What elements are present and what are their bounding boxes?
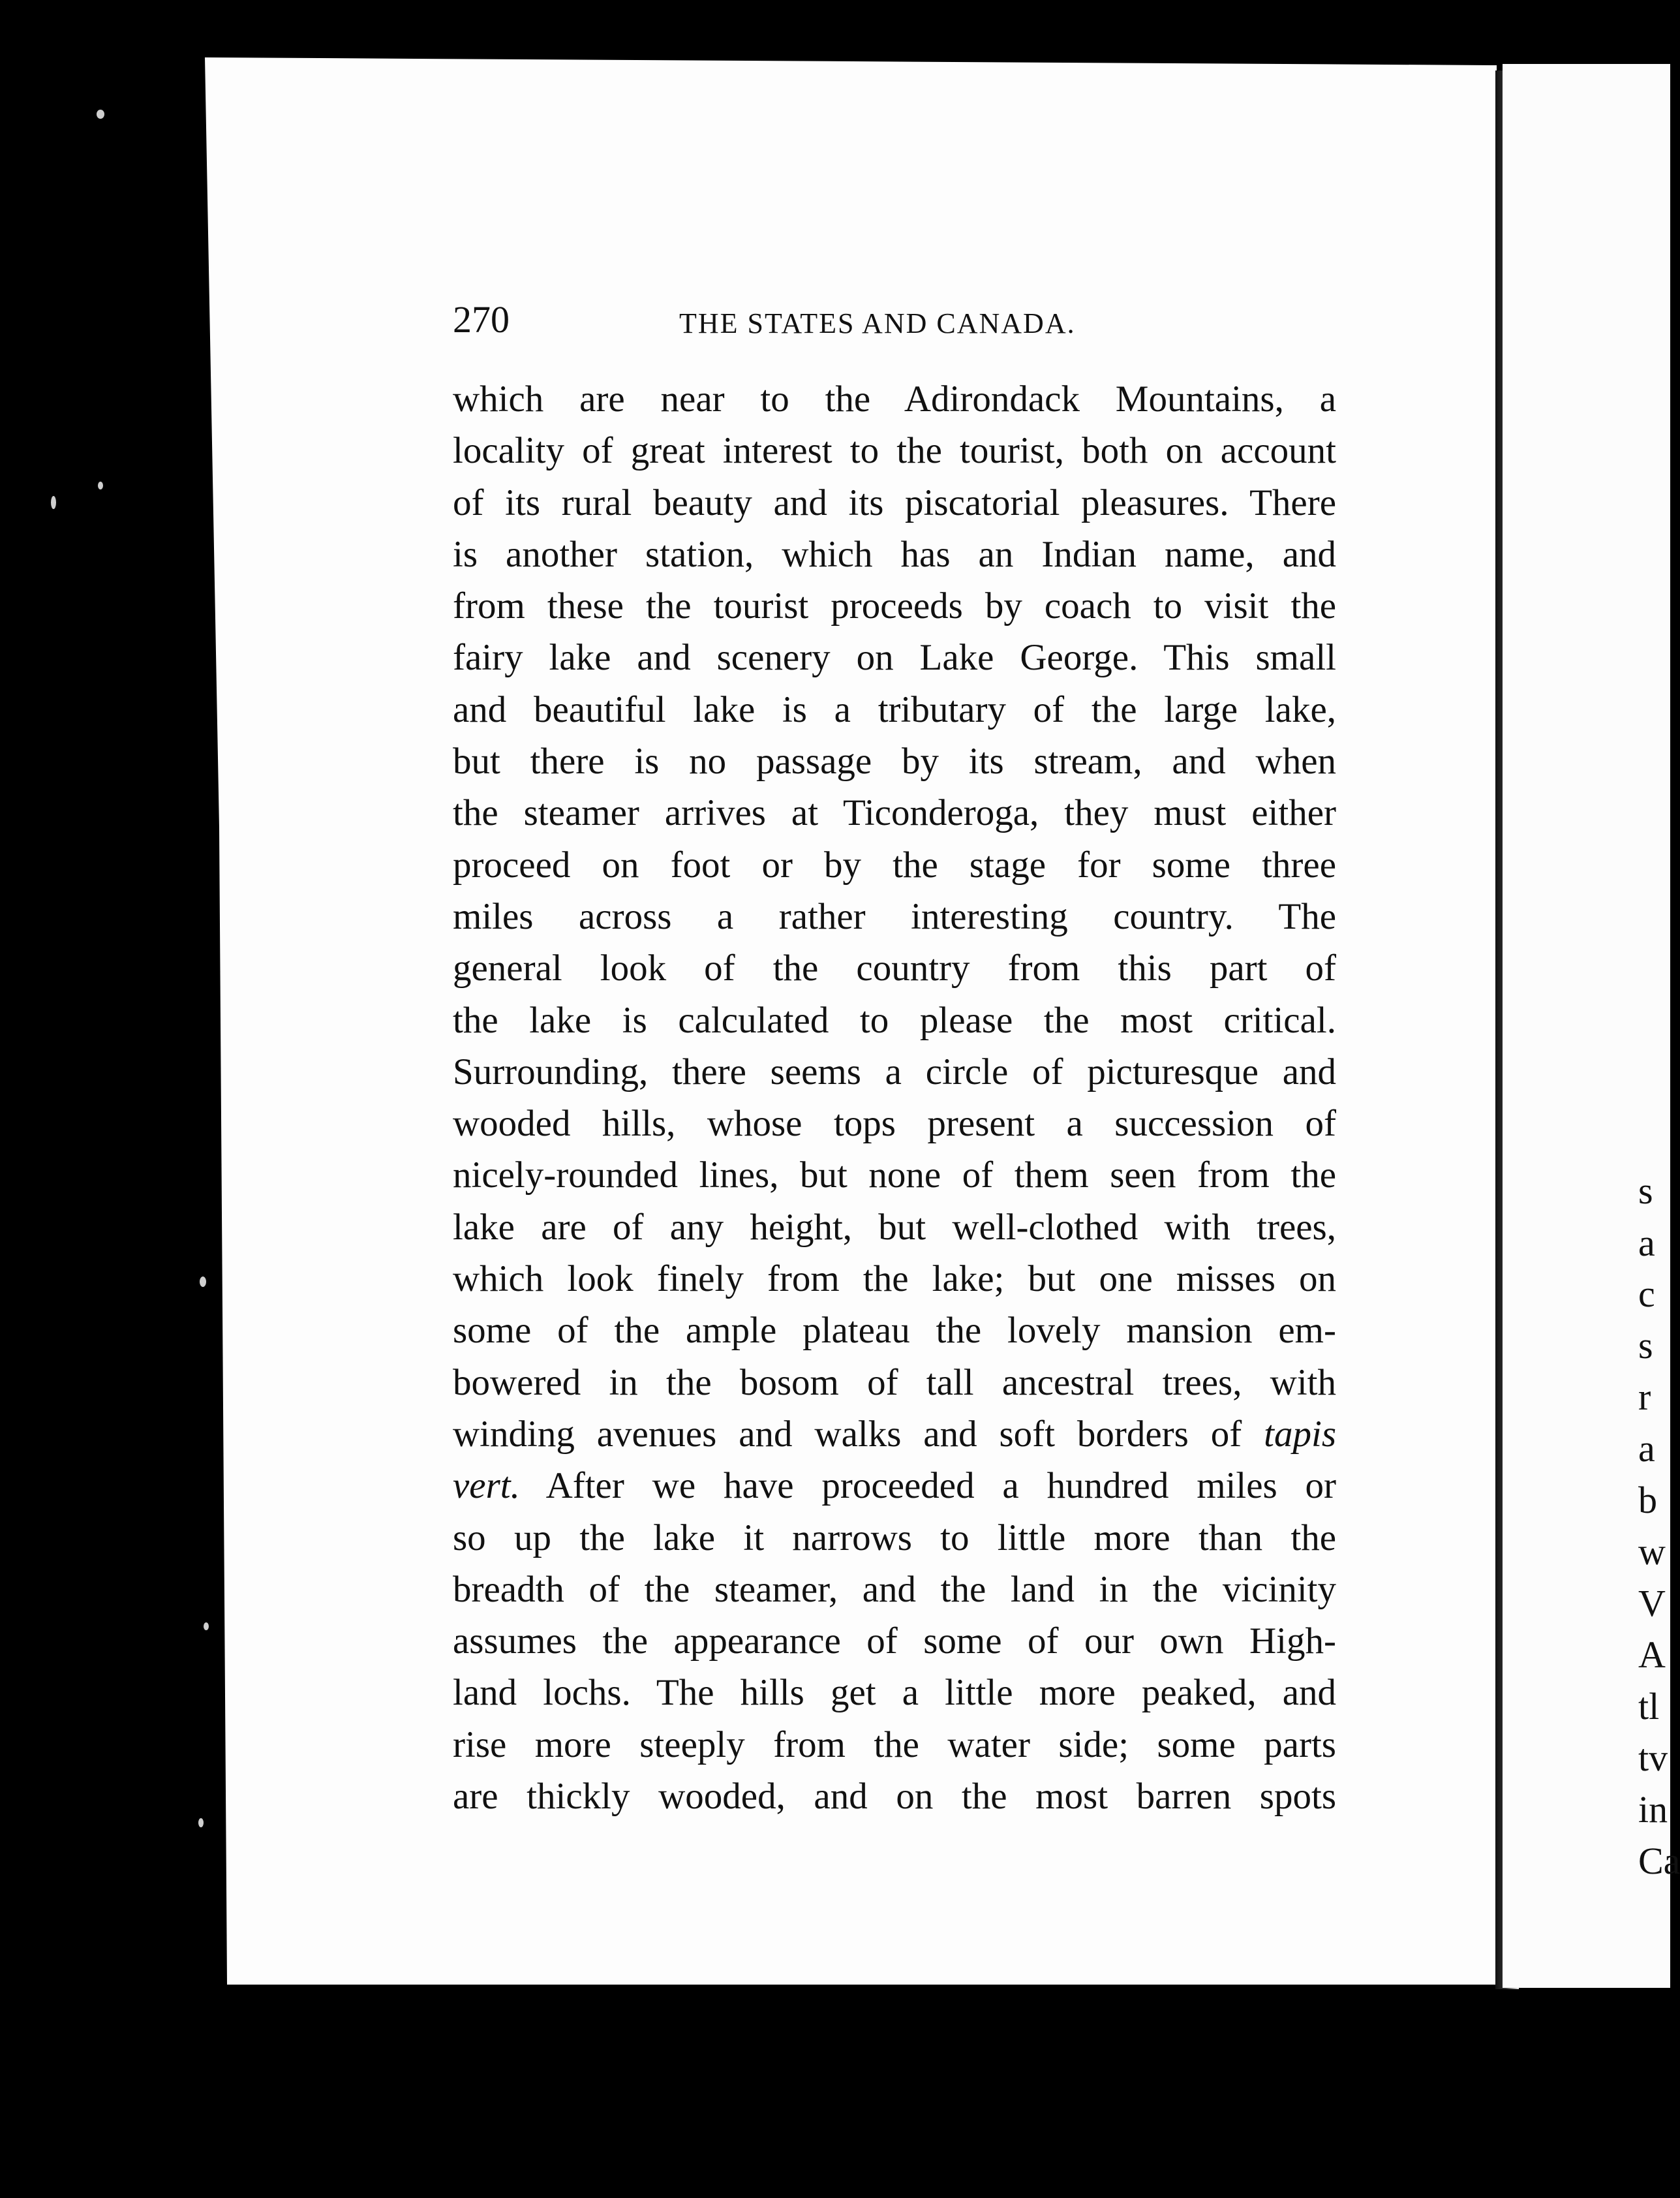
adjacent-page-fragment: in <box>1638 1788 1668 1831</box>
text-line: Surrounding, there seems a circle of picturesque and <box>453 1051 1336 1092</box>
text-line: of its rural beauty and its piscatorial pleasures. There <box>453 482 1336 523</box>
text-line: from these the tourist proceeds by coach to visit the <box>453 585 1336 627</box>
adjacent-page-fragment: a <box>1638 1222 1655 1264</box>
adjacent-page-edge <box>1503 64 1680 1988</box>
adjacent-page-fragment: s <box>1638 1324 1653 1367</box>
adjacent-page-fragment: A <box>1638 1633 1666 1676</box>
text-line: so up the lake it narrows to little more than the <box>453 1517 1336 1558</box>
page-number: 270 <box>453 298 510 341</box>
text-line: but there is no passage by its stream, and when <box>453 741 1336 782</box>
scan-speck <box>200 1277 206 1287</box>
text-line: nicely-rounded lines, but none of them seen from the <box>453 1154 1336 1196</box>
text-line: and beautiful lake is a tributary of the large lake, <box>453 689 1336 730</box>
text-line-roman: winding avenues and walks and soft borders of <box>453 1413 1242 1455</box>
text-line: breadth of the steamer, and the land in the vicinity <box>453 1568 1336 1610</box>
text-line-italic: tapis <box>1264 1413 1336 1455</box>
adjacent-page-fragment: c <box>1638 1273 1655 1315</box>
text-line: rise more steeply from the water side; some parts <box>453 1724 1336 1765</box>
adjacent-page-fragment: V <box>1638 1582 1666 1624</box>
scan-speck <box>98 482 103 489</box>
text-line: fairy lake and scenery on Lake George. This small <box>453 637 1336 679</box>
adjacent-page-fragment: b <box>1638 1479 1657 1521</box>
text-line: bowered in the bosom of tall ancestral trees, with <box>453 1361 1336 1403</box>
text-line: are thickly wooded, and on the most barren spots <box>453 1776 1336 1818</box>
text-line: which look finely from the lake; but one misses on <box>453 1258 1336 1300</box>
text-line-italic: vert. <box>453 1465 520 1507</box>
text-line: miles across a rather interesting country. The <box>453 895 1336 937</box>
text-line: is another station, which has an Indian name, and <box>453 533 1336 575</box>
text-line: locality of great interest to the tourist, both on account <box>453 430 1336 472</box>
adjacent-page-fragment: w <box>1638 1530 1666 1573</box>
text-line <box>453 1408 1336 1460</box>
text-line: wooded hills, whose tops present a succession of <box>453 1103 1336 1145</box>
scan-speck <box>51 496 56 509</box>
text-line <box>453 1460 1336 1511</box>
adjacent-page-fragment: a <box>1638 1427 1655 1470</box>
adjacent-page-fragment: r <box>1638 1376 1651 1418</box>
scan-speck <box>204 1622 209 1630</box>
text-line: proceed on foot or by the stage for some three <box>453 844 1336 886</box>
page-body-text <box>453 373 1336 1822</box>
adjacent-page-fragment: tv <box>1638 1737 1668 1779</box>
text-line: some of the ample plateau the lovely mansion em- <box>453 1310 1336 1352</box>
text-line: the steamer arrives at Ticonderoga, they must either <box>453 792 1336 834</box>
text-line: lake are of any height, but well-clothed with trees, <box>453 1206 1336 1248</box>
adjacent-page-fragment: tl <box>1638 1685 1660 1727</box>
text-line: the lake is calculated to please the most critical. <box>453 999 1336 1041</box>
text-line-roman: After we have proceeded a hundred miles or <box>545 1465 1336 1507</box>
scan-speck <box>198 1818 204 1827</box>
adjacent-page-fragment: Ca <box>1638 1840 1680 1882</box>
running-title: THE STATES AND CANADA. <box>679 307 1076 339</box>
text-line: which are near to the Adirondack Mountains, a <box>453 379 1336 420</box>
text-line: assumes the appearance of some of our own High- <box>453 1620 1336 1662</box>
text-line: general look of the country from this part of <box>453 948 1336 989</box>
adjacent-page-fragment: s <box>1638 1169 1653 1212</box>
text-line: land lochs. The hills get a little more peaked, and <box>453 1672 1336 1714</box>
scan-speck <box>97 110 104 119</box>
